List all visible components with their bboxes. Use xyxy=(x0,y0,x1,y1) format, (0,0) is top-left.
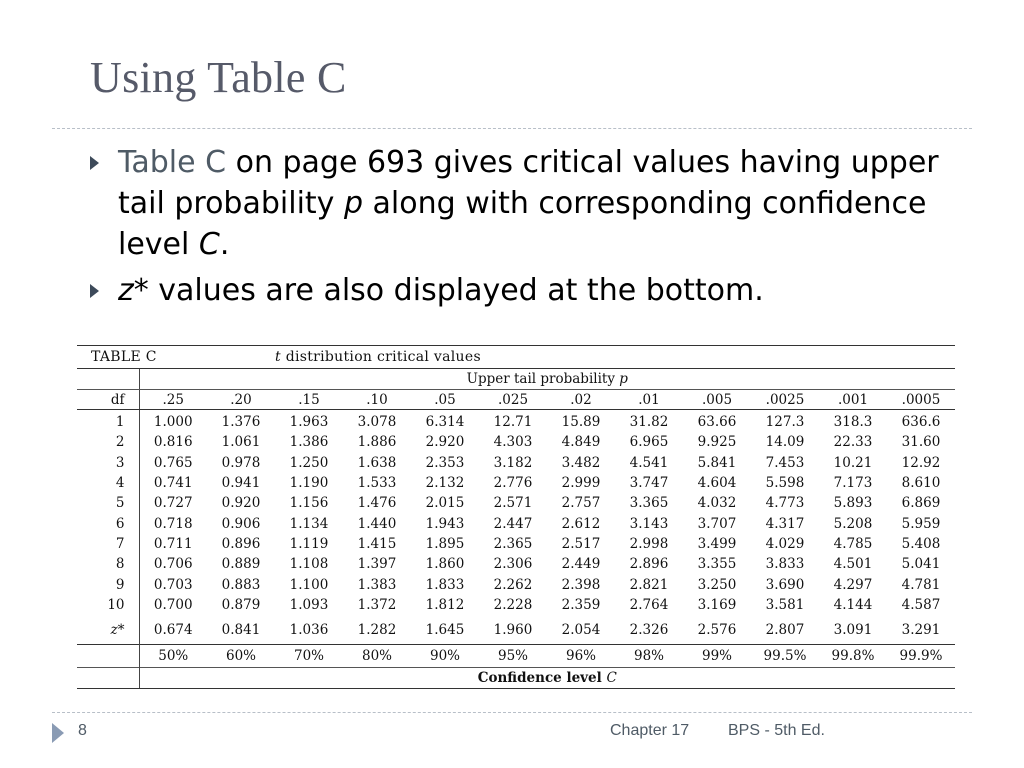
table-cell: 4.604 xyxy=(697,475,737,492)
table-cell: 4.029 xyxy=(765,535,805,552)
confidence-level-cell: 60% xyxy=(207,644,275,667)
table-cell: 1.190 xyxy=(289,475,329,492)
confidence-level-row xyxy=(77,644,955,667)
upper-tail-header-row xyxy=(77,369,955,390)
table-cell: 1.061 xyxy=(221,434,261,451)
table-cell: 0.727 xyxy=(139,493,207,513)
table-cell: 1.386 xyxy=(289,434,329,451)
table-cell: 318.3 xyxy=(833,414,873,431)
df-header: df xyxy=(77,390,139,410)
table-cell: 1.415 xyxy=(357,535,397,552)
confidence-level-cell: 50% xyxy=(139,644,207,667)
confidence-level-cell: 70% xyxy=(275,644,343,667)
df-cell: 1 xyxy=(115,414,125,431)
table-cell: 0.741 xyxy=(139,473,207,493)
header-blank xyxy=(77,369,139,390)
table-cell: 0.816 xyxy=(139,432,207,452)
confidence-label xyxy=(139,667,955,688)
table-row xyxy=(77,574,955,594)
bullet-arrow-icon xyxy=(90,284,99,298)
probability-header: .05 xyxy=(411,390,479,410)
table-cell: 22.33 xyxy=(833,434,873,451)
z-star-cell: 3.091 xyxy=(819,615,887,644)
slide-title: Using Table C xyxy=(90,53,347,102)
table-row xyxy=(77,473,955,493)
table-cell: 2.449 xyxy=(561,556,601,573)
z-star-cell: 1.036 xyxy=(275,615,343,644)
confidence-label-var: C xyxy=(606,669,617,686)
probability-header: .0005 xyxy=(887,390,955,410)
table-cell: 4.773 xyxy=(765,495,805,512)
t-table-image xyxy=(77,345,955,689)
table-cell: 4.032 xyxy=(697,495,737,512)
table-cell: 2.998 xyxy=(629,535,669,552)
table-cell: 127.3 xyxy=(765,414,805,431)
confidence-label-row xyxy=(77,667,955,688)
df-cell: 5 xyxy=(115,495,125,512)
table-cell: 3.747 xyxy=(629,475,669,492)
table-cell: 2.571 xyxy=(493,495,533,512)
table-cell: 2.353 xyxy=(425,454,465,471)
table-cell: 6.965 xyxy=(629,434,669,451)
table-cell: 1.812 xyxy=(425,596,465,613)
df-cell: 9 xyxy=(115,576,125,593)
probability-header: .001 xyxy=(819,390,887,410)
table-cell: 2.447 xyxy=(493,515,533,532)
bullet-text: values are also displayed at the bottom. xyxy=(148,273,764,308)
bullet-var-c: C xyxy=(198,227,220,262)
probability-header: .01 xyxy=(615,390,683,410)
upper-tail-label xyxy=(139,369,955,390)
table-cell: 1.833 xyxy=(425,576,465,593)
probability-header: .20 xyxy=(207,390,275,410)
footer-divider xyxy=(52,712,972,713)
probability-header: .15 xyxy=(275,390,343,410)
table-row xyxy=(77,410,955,433)
z-star-cell: 0.841 xyxy=(207,615,275,644)
probability-header: .25 xyxy=(139,390,207,410)
probability-header-row xyxy=(77,390,955,410)
table-cell: 0.703 xyxy=(139,574,207,594)
table-cell: 4.587 xyxy=(901,596,941,613)
table-cell: 7.173 xyxy=(833,475,873,492)
table-cell: 3.143 xyxy=(629,515,669,532)
footer-edition: BPS - 5th Ed. xyxy=(728,722,825,739)
table-cell: 2.306 xyxy=(493,556,533,573)
table-cell: 0.889 xyxy=(221,556,261,573)
t-distribution-table xyxy=(77,345,955,689)
table-cell: 4.785 xyxy=(833,535,873,552)
blank-cell xyxy=(77,644,139,667)
df-cell: 4 xyxy=(115,475,125,492)
table-cell: 31.82 xyxy=(629,414,669,431)
table-cell: 1.250 xyxy=(289,454,329,471)
table-cell: 1.372 xyxy=(357,596,397,613)
probability-header: .025 xyxy=(479,390,547,410)
table-cell: 1.383 xyxy=(357,576,397,593)
z-star-cell: 1.960 xyxy=(479,615,547,644)
table-title-row xyxy=(77,346,955,369)
table-cell: 0.765 xyxy=(139,453,207,473)
table-cell: 4.303 xyxy=(493,434,533,451)
table-cell: 5.408 xyxy=(901,535,941,552)
z-star-cell: 2.576 xyxy=(683,615,751,644)
bullet-arrow-icon xyxy=(90,156,99,170)
table-cell: 2.359 xyxy=(561,596,601,613)
df-cell: 10 xyxy=(107,596,125,613)
table-cell: 3.482 xyxy=(561,454,601,471)
table-cell: 0.920 xyxy=(221,495,261,512)
table-cell: 1.108 xyxy=(289,556,329,573)
blank-cell xyxy=(77,667,139,688)
z-star-row xyxy=(77,615,955,644)
table-cell: 3.707 xyxy=(697,515,737,532)
table-cell: 2.896 xyxy=(629,556,669,573)
table-cell: 0.706 xyxy=(139,554,207,574)
title-divider xyxy=(52,128,972,129)
table-cell: 0.711 xyxy=(139,534,207,554)
confidence-level-cell: 95% xyxy=(479,644,547,667)
table-cell: 6.314 xyxy=(425,414,465,431)
bullet-text: on page 693 gives critical values having upper tail probability xyxy=(118,145,939,221)
probability-header: .10 xyxy=(343,390,411,410)
bullet-item-table-c xyxy=(86,142,946,265)
table-cell: 1.119 xyxy=(289,535,329,552)
table-cell: 1.476 xyxy=(357,495,397,512)
table-cell: 2.776 xyxy=(493,475,533,492)
footer-chapter: Chapter 17 xyxy=(610,722,690,739)
table-cell: 0.941 xyxy=(221,475,261,492)
table-cell: 2.365 xyxy=(493,535,533,552)
table-cell: 0.700 xyxy=(139,595,207,616)
table-cell: 4.501 xyxy=(833,556,873,573)
table-cell: 1.134 xyxy=(289,515,329,532)
table-cell: 1.943 xyxy=(425,515,465,532)
z-star-cell: 2.807 xyxy=(751,615,819,644)
table-cell: 10.21 xyxy=(833,454,873,471)
table-cell: 3.078 xyxy=(357,414,397,431)
bullet-highlight: Table C xyxy=(118,145,227,180)
table-cell: 3.833 xyxy=(765,556,805,573)
table-cell: 0.883 xyxy=(221,576,261,593)
table-title: TABLE C xyxy=(77,346,275,369)
table-cell: 2.757 xyxy=(561,495,601,512)
table-cell: 2.228 xyxy=(493,596,533,613)
table-row xyxy=(77,513,955,533)
table-cell: 2.517 xyxy=(561,535,601,552)
bullet-list xyxy=(86,142,946,316)
df-cell: 2 xyxy=(115,434,125,451)
table-cell: 0.896 xyxy=(221,535,261,552)
z-star-label: z* xyxy=(77,615,139,644)
table-row xyxy=(77,595,955,616)
table-cell: 6.869 xyxy=(901,495,941,512)
table-cell: 1.440 xyxy=(357,515,397,532)
table-cell: 2.612 xyxy=(561,515,601,532)
page-number: 8 xyxy=(78,722,87,739)
table-cell: 2.999 xyxy=(561,475,601,492)
bullet-text: . xyxy=(219,227,230,262)
table-cell: 0.906 xyxy=(221,515,261,532)
table-cell: 3.365 xyxy=(629,495,669,512)
table-cell: 5.893 xyxy=(833,495,873,512)
footer-arrow-icon xyxy=(52,723,64,743)
upper-tail-var: p xyxy=(619,371,628,387)
probability-header: .005 xyxy=(683,390,751,410)
table-cell: 3.690 xyxy=(765,576,805,593)
z-star-cell: 2.054 xyxy=(547,615,615,644)
table-cell: 9.925 xyxy=(697,434,737,451)
confidence-level-cell: 90% xyxy=(411,644,479,667)
table-cell: 1.156 xyxy=(289,495,329,512)
table-cell: 8.610 xyxy=(901,475,941,492)
table-row xyxy=(77,554,955,574)
table-cell: 5.041 xyxy=(901,556,941,573)
table-cell: 2.398 xyxy=(561,576,601,593)
table-cell: 2.015 xyxy=(425,495,465,512)
table-cell: 1.100 xyxy=(289,576,329,593)
z-star-cell: 1.645 xyxy=(411,615,479,644)
table-cell: 4.849 xyxy=(561,434,601,451)
bullet-text: along with corresponding confidence level xyxy=(118,186,927,262)
table-cell: 4.541 xyxy=(629,454,669,471)
table-cell: 1.533 xyxy=(357,475,397,492)
table-subtitle-var: t xyxy=(275,349,281,365)
bullet-item-z-values xyxy=(86,270,946,311)
table-cell: 12.92 xyxy=(901,454,941,471)
table-cell: 0.718 xyxy=(139,513,207,533)
table-cell: 3.581 xyxy=(765,596,805,613)
table-row xyxy=(77,493,955,513)
table-cell: 636.6 xyxy=(901,414,941,431)
table-cell: 4.144 xyxy=(833,596,873,613)
table-cell: 2.132 xyxy=(425,475,465,492)
table-cell: 4.781 xyxy=(901,576,941,593)
table-cell: 3.499 xyxy=(697,535,737,552)
z-star-cell: 3.291 xyxy=(887,615,955,644)
table-cell: 63.66 xyxy=(697,414,737,431)
confidence-level-cell: 99.8% xyxy=(819,644,887,667)
probability-header: .0025 xyxy=(751,390,819,410)
table-cell: 2.920 xyxy=(425,434,465,451)
table-cell: 1.000 xyxy=(139,410,207,433)
table-cell: 4.297 xyxy=(833,576,873,593)
table-cell: 3.182 xyxy=(493,454,533,471)
table-cell: 1.093 xyxy=(289,596,329,613)
table-cell: 3.355 xyxy=(697,556,737,573)
table-cell: 7.453 xyxy=(765,454,805,471)
table-subtitle-text: distribution critical values xyxy=(280,349,481,365)
table-cell: 15.89 xyxy=(561,414,601,431)
table-cell: 1.895 xyxy=(425,535,465,552)
confidence-level-cell: 98% xyxy=(615,644,683,667)
df-cell: 3 xyxy=(115,454,125,471)
df-cell: 6 xyxy=(115,515,125,532)
table-cell: 2.821 xyxy=(629,576,669,593)
table-cell: 1.963 xyxy=(289,414,329,431)
upper-tail-text: Upper tail probability xyxy=(466,371,620,387)
z-star-cell: 2.326 xyxy=(615,615,683,644)
table-row xyxy=(77,453,955,473)
table-cell: 5.841 xyxy=(697,454,737,471)
table-cell: 1.638 xyxy=(357,454,397,471)
table-cell: 2.764 xyxy=(629,596,669,613)
table-cell: 4.317 xyxy=(765,515,805,532)
table-cell: 1.397 xyxy=(357,556,397,573)
confidence-level-cell: 80% xyxy=(343,644,411,667)
table-cell: 1.886 xyxy=(357,434,397,451)
table-cell: 14.09 xyxy=(765,434,805,451)
table-cell: 12.71 xyxy=(493,414,533,431)
table-cell: 0.879 xyxy=(221,596,261,613)
df-cell: 8 xyxy=(115,556,125,573)
bullet-var-p: p xyxy=(343,186,363,221)
table-cell: 2.262 xyxy=(493,576,533,593)
table-cell: 31.60 xyxy=(901,434,941,451)
table-cell: 5.598 xyxy=(765,475,805,492)
table-cell: 1.860 xyxy=(425,556,465,573)
confidence-level-cell: 99% xyxy=(683,644,751,667)
df-cell: 7 xyxy=(115,535,125,552)
confidence-level-cell: 99.9% xyxy=(887,644,955,667)
table-cell: 1.376 xyxy=(221,414,261,431)
table-cell: 3.169 xyxy=(697,596,737,613)
confidence-label-text: Confidence level xyxy=(477,669,607,686)
table-cell: 5.208 xyxy=(833,515,873,532)
probability-header: .02 xyxy=(547,390,615,410)
z-star-cell: 0.674 xyxy=(139,615,207,644)
table-subtitle xyxy=(275,346,955,369)
table-cell: 0.978 xyxy=(221,454,261,471)
z-star-cell: 1.282 xyxy=(343,615,411,644)
table-row xyxy=(77,432,955,452)
bullet-var-z: z* xyxy=(118,273,149,308)
table-row xyxy=(77,534,955,554)
table-cell: 5.959 xyxy=(901,515,941,532)
confidence-level-cell: 99.5% xyxy=(751,644,819,667)
table-cell: 3.250 xyxy=(697,576,737,593)
confidence-level-cell: 96% xyxy=(547,644,615,667)
